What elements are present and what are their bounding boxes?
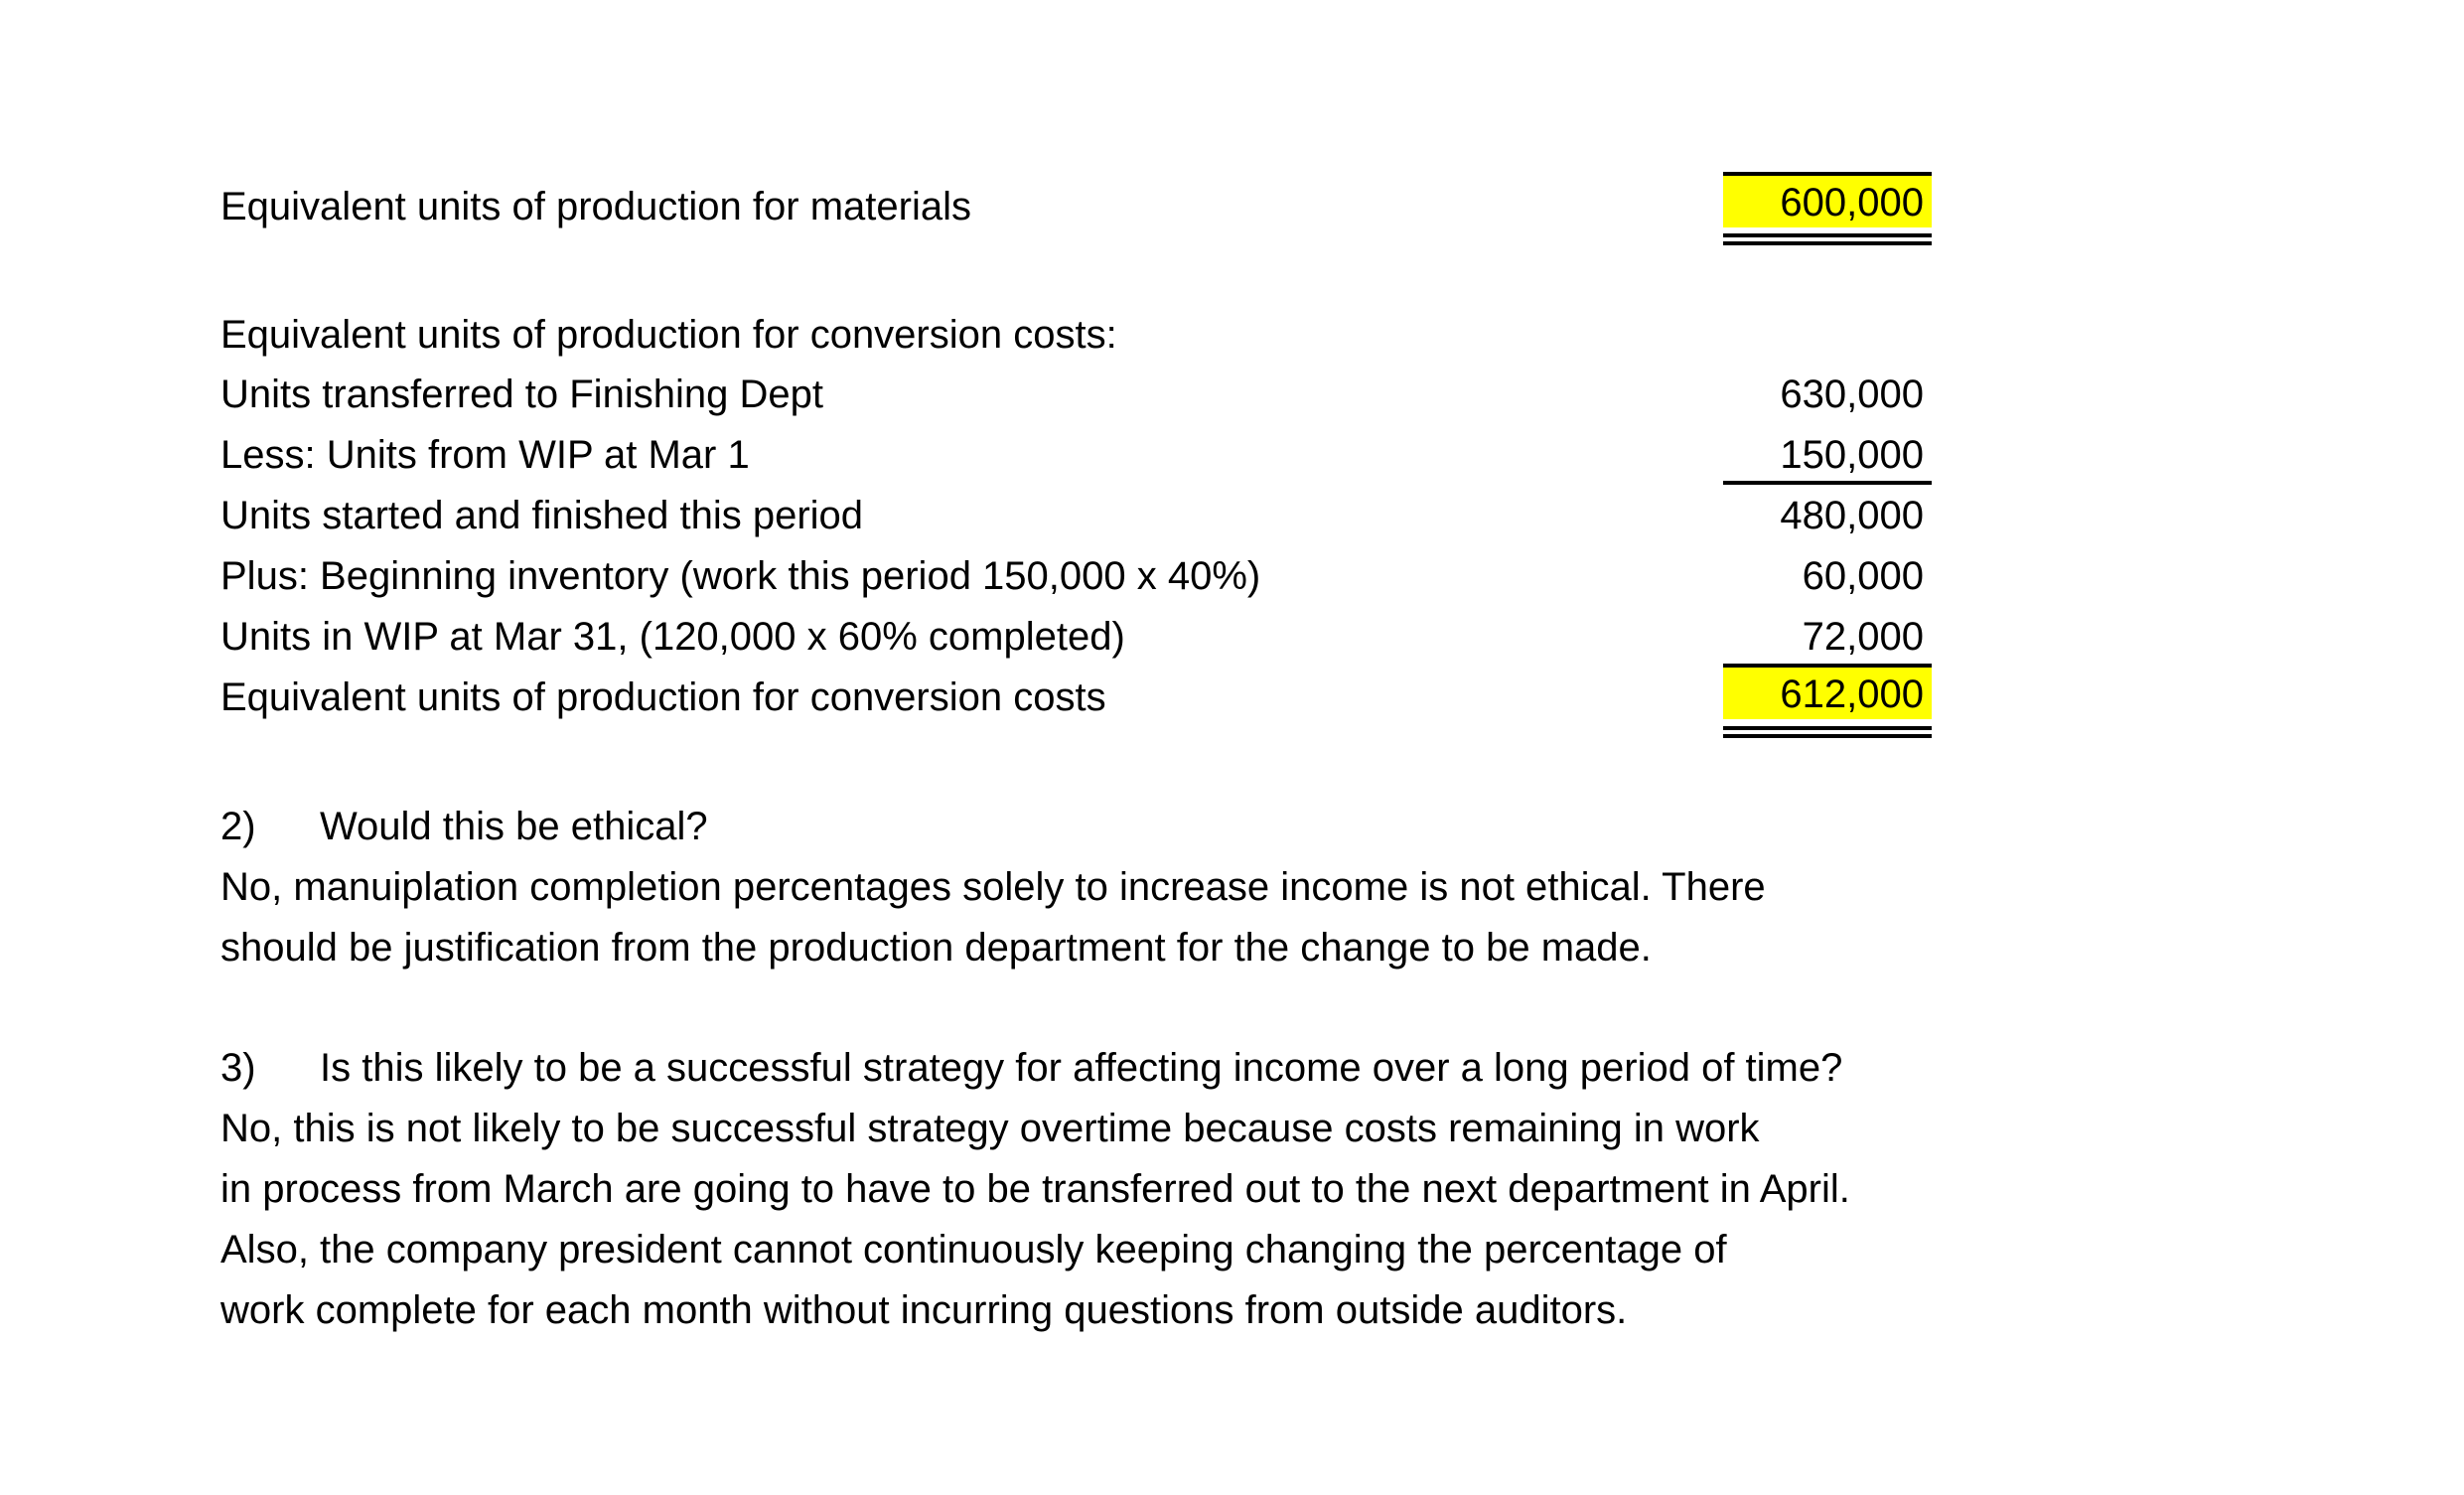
question-3-text: Is this likely to be a successful strategy for affecting income over a long period of time? [320, 1046, 1843, 1090]
question-3-number: 3) [220, 1046, 256, 1090]
answer-2-line: should be justification from the production department for the change to be made. [220, 926, 1652, 970]
row-value: 630,000 [1780, 373, 1924, 416]
answer-3-line: in process from March are going to have to be transferred out to the next department in April. [220, 1167, 1850, 1211]
conversion-double-underline [1723, 726, 1932, 738]
question-2 [220, 802, 708, 851]
answer-2-line: No, manuiplation completion percentages solely to increase income is not ethical. There [220, 865, 1766, 909]
answer-3-line: work complete for each month without incurring questions from outside auditors. [220, 1288, 1628, 1332]
conversion-total: 612,000 [1723, 664, 1932, 719]
question-2-number: 2) [220, 805, 256, 848]
row-label: Plus: Beginning inventory (work this period 150,000 x 40%) [220, 554, 1261, 598]
answer-3-line: No, this is not likely to be successful strategy overtime because costs remaining in work [220, 1107, 1760, 1150]
materials-total: 600,000 [1723, 172, 1932, 227]
row-value: 72,000 [1802, 615, 1924, 659]
conversion-total-label: Equivalent units of production for conversion costs [220, 675, 1106, 719]
answer-3-line: Also, the company president cannot continuously keeping changing the percentage of [220, 1228, 1727, 1271]
question-2-text: Would this be ethical? [320, 805, 708, 848]
conversion-heading: Equivalent units of production for conversion costs: [220, 313, 1117, 357]
row-value: 150,000 [1780, 433, 1924, 477]
materials-label: Equivalent units of production for materials [220, 185, 971, 228]
row-label: Units transferred to Finishing Dept [220, 373, 823, 416]
row-value: 480,000 [1780, 494, 1924, 537]
question-3 [220, 1043, 1842, 1093]
subtotal-rule [1723, 481, 1932, 485]
row-label: Units started and finished this period [220, 494, 864, 537]
row-label: Units in WIP at Mar 31, (120,000 x 60% completed) [220, 615, 1125, 659]
materials-double-underline [1723, 233, 1932, 245]
row-value: 60,000 [1802, 554, 1924, 598]
row-label: Less: Units from WIP at Mar 1 [220, 433, 750, 477]
